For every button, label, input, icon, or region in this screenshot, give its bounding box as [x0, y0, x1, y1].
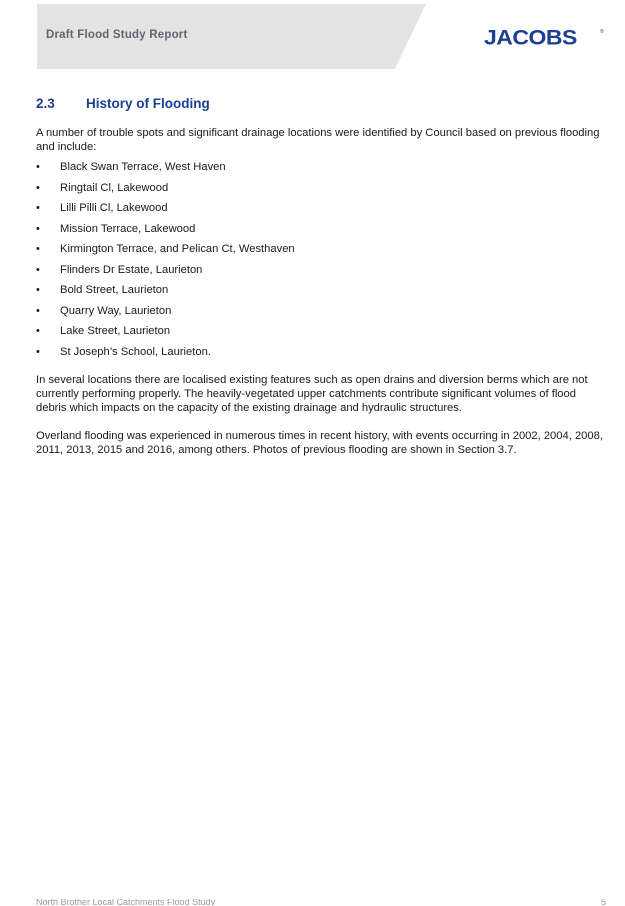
- footer-document-title: North Brother Local Catchments Flood Study: [36, 899, 216, 906]
- list-item: • Black Swan Terrace, West Haven: [36, 161, 226, 173]
- bullet-icon: •: [36, 181, 40, 194]
- list-item: • St Joseph’s School, Laurieton.: [36, 345, 211, 358]
- section-heading: [36, 96, 210, 111]
- bullet-icon: •: [36, 263, 40, 276]
- report-title: Draft Flood Study Report: [46, 29, 188, 41]
- bullet-icon: •: [36, 345, 40, 358]
- list-item: • Lilli Pilli Cl, Lakewood: [36, 202, 168, 214]
- bullet-icon: •: [36, 222, 40, 235]
- list-item: • Flinders Dr Estate, Laurieton: [36, 263, 203, 276]
- intro-paragraph: A number of trouble spots and significant drainage locations were identified by Council based on previous flooding and include:: [36, 127, 600, 153]
- bullet-icon: •: [36, 284, 40, 296]
- page-footer: [36, 899, 606, 906]
- list-item: • Mission Terrace, Lakewood: [36, 222, 196, 235]
- bullet-icon: •: [36, 304, 40, 317]
- list-item: • Quarry Way, Laurieton: [36, 304, 172, 317]
- list-item: • Kirmington Terrace, and Pelican Ct, Westhaven: [36, 243, 295, 255]
- section-number: 2.3: [36, 96, 55, 111]
- list-item: • Lake Street, Laurieton: [36, 325, 171, 337]
- section-title: History of Flooding: [86, 96, 210, 111]
- features-paragraph: In several locations there are localised existing features such as open drains and diversion berms which are not currently performing properly. The heavily-vegetated upper catchments contribute significant volumes of flood debris which impacts on the capacity of the existing drainage and hydraulic structures.: [36, 374, 588, 414]
- history-paragraph: Overland flooding was experienced in numerous times in recent history, with events occurring in 2002, 2004, 2008, 2011, 2013, 2015 and 2016, among others. Photos of previous flooding are shown in Section 3.7.: [36, 430, 603, 456]
- bullet-icon: •: [36, 202, 40, 214]
- bullet-icon: •: [36, 243, 40, 255]
- list-item: • Bold Street, Laurieton: [36, 284, 169, 296]
- bullet-icon: •: [36, 325, 40, 337]
- page-number: 5: [600, 899, 606, 906]
- list-item: • Ringtail Cl, Lakewood: [36, 181, 169, 194]
- location-list: [36, 160, 295, 365]
- jacobs-logo: JACOBS: [484, 25, 577, 49]
- bullet-icon: •: [36, 161, 40, 173]
- registered-mark: ®: [600, 29, 604, 35]
